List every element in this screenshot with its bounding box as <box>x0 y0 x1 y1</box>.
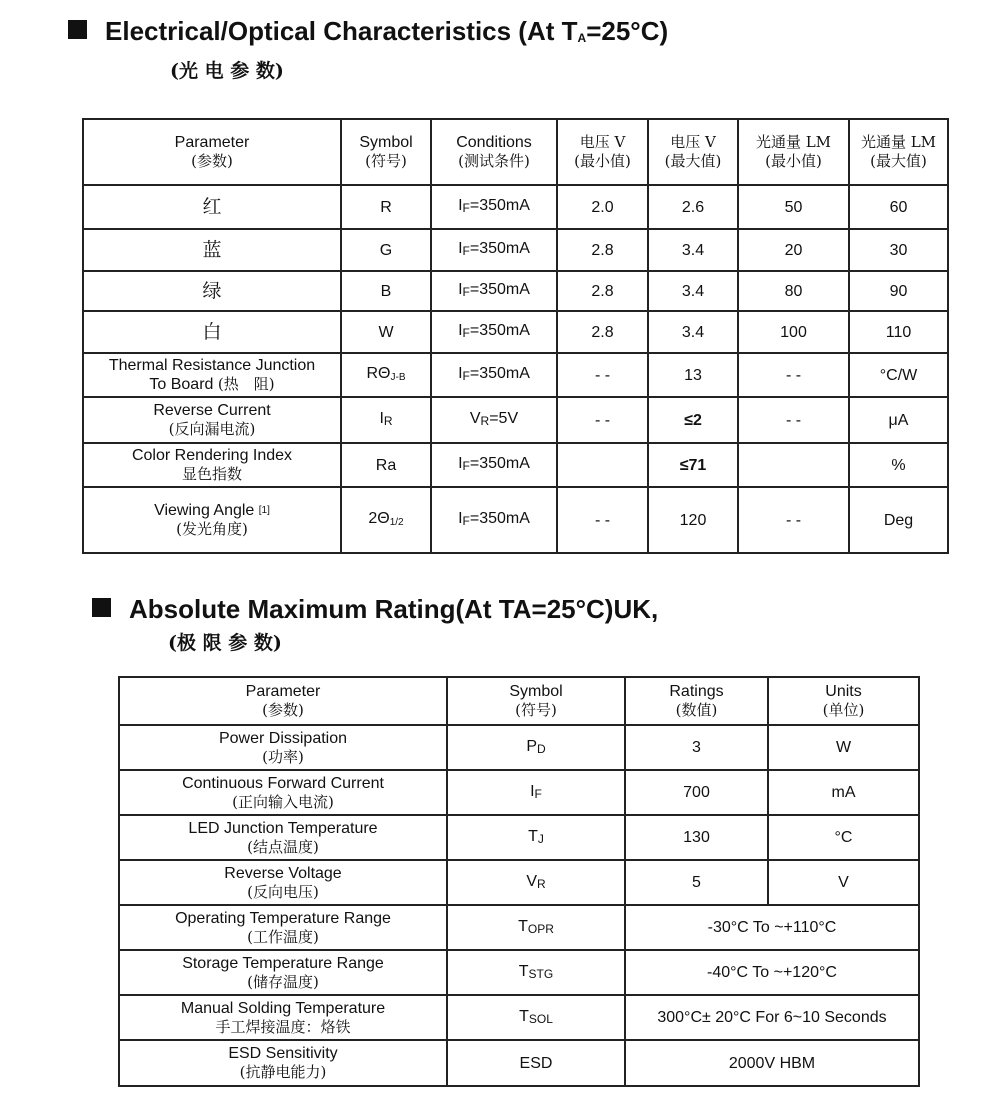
param-cell: Power Dissipation (功率) <box>119 725 447 770</box>
lmax-cell: 60 <box>849 185 948 229</box>
symbol-cell: TSTG <box>447 950 625 995</box>
section2-title: Absolute Maximum Rating(At TA=25°C)UK, <box>92 594 658 625</box>
vmax-cell: ≤2 <box>648 397 738 443</box>
square-bullet-icon <box>68 20 87 39</box>
param-cell: Reverse Current (反向漏电流) <box>83 397 341 443</box>
lmax-cell: Deg <box>849 487 948 553</box>
electrical-optical-table <box>82 118 949 554</box>
condition-cell: IF=350mA <box>431 271 557 311</box>
table-row <box>119 950 919 995</box>
table-row <box>119 815 919 860</box>
symbol-cell: TOPR <box>447 905 625 950</box>
lmax-cell: % <box>849 443 948 487</box>
condition-cell: IF=350mA <box>431 487 557 553</box>
symbol-cell: $R\Theta_{J-B}$ <box>341 353 431 397</box>
param-cell: Operating Temperature Range (工作温度) <box>119 905 447 950</box>
table-row <box>83 487 948 553</box>
condition-cell: IF=350mA <box>431 353 557 397</box>
range-cell: 2000V HBM <box>625 1040 919 1086</box>
lmin-cell: 80 <box>738 271 849 311</box>
lmin-cell: 100 <box>738 311 849 353</box>
param-cell: Storage Temperature Range (储存温度) <box>119 950 447 995</box>
vmin-cell: - - <box>557 487 648 553</box>
param-cell: LED Junction Temperature (结点温度) <box>119 815 447 860</box>
vmin-cell: 2.8 <box>557 271 648 311</box>
param-cell: Thermal Resistance Junction To Board (热 阻) <box>83 353 341 397</box>
symbol-cell: TJ <box>447 815 625 860</box>
vmin-cell: 2.0 <box>557 185 648 229</box>
symbol-cell: Ra <box>341 443 431 487</box>
table-row <box>83 443 948 487</box>
lmax-cell: 90 <box>849 271 948 311</box>
vmax-cell: 3.4 <box>648 229 738 271</box>
header-cell: Symbol (符号) <box>447 677 625 725</box>
vmax-cell: 13 <box>648 353 738 397</box>
table-row <box>119 770 919 815</box>
param-cell: Reverse Voltage (反向电压) <box>119 860 447 905</box>
table-row <box>83 229 948 271</box>
section1-subtitle: (光 电 参 数) <box>170 60 284 82</box>
symbol-cell: G <box>341 229 431 271</box>
vmax-cell: ≤71 <box>648 443 738 487</box>
condition-cell: IF=350mA <box>431 229 557 271</box>
condition-cell: VR=5V <box>431 397 557 443</box>
vmin-cell: 2.8 <box>557 229 648 271</box>
section1-title: Electrical/Optical Characteristics (At TA=25°C) <box>68 16 668 47</box>
lmin-cell: 50 <box>738 185 849 229</box>
param-cell: ESD Sensitivity (抗静电能力) <box>119 1040 447 1086</box>
vmin-cell <box>557 443 648 487</box>
symbol-cell: IR <box>341 397 431 443</box>
unit-cell: V <box>768 860 919 905</box>
header-cell: Symbol (符号) <box>341 119 431 185</box>
square-bullet-icon <box>92 598 111 617</box>
condition-cell: IF=350mA <box>431 311 557 353</box>
header-cell: Parameter (参数) <box>83 119 341 185</box>
symbol-cell: B <box>341 271 431 311</box>
header-cell: 电压 V (最小值) <box>557 119 648 185</box>
rating-cell: 130 <box>625 815 768 860</box>
table-row <box>83 311 948 353</box>
header-cell: 电压 V (最大值) <box>648 119 738 185</box>
table-header-row <box>119 677 919 725</box>
rating-cell: 5 <box>625 860 768 905</box>
symbol-cell: ESD <box>447 1040 625 1086</box>
header-cell: Units (单位) <box>768 677 919 725</box>
condition-cell: IF=350mA <box>431 185 557 229</box>
header-cell: Parameter (参数) <box>119 677 447 725</box>
vmax-cell: 2.6 <box>648 185 738 229</box>
header-cell: 光通量 LM (最大值) <box>849 119 948 185</box>
symbol-cell: VR <box>447 860 625 905</box>
param-cell: 蓝 <box>83 229 341 271</box>
param-cell: Manual Solding Temperature 手工焊接温度：烙铁 <box>119 995 447 1040</box>
section2-subtitle: (极 限 参 数) <box>168 632 282 654</box>
symbol-cell: TSOL <box>447 995 625 1040</box>
rating-cell: 3 <box>625 725 768 770</box>
range-cell: -40°C To ~+120°C <box>625 950 919 995</box>
vmin-cell: - - <box>557 353 648 397</box>
param-cell: Viewing Angle [1] (发光角度) <box>83 487 341 553</box>
symbol-cell: W <box>341 311 431 353</box>
rating-cell: 700 <box>625 770 768 815</box>
range-cell: -30°C To ~+110°C <box>625 905 919 950</box>
table-row <box>119 860 919 905</box>
absolute-max-rating-table <box>118 676 920 1087</box>
table-row <box>83 271 948 311</box>
lmin-cell: 20 <box>738 229 849 271</box>
condition-cell: IF=350mA <box>431 443 557 487</box>
range-cell: 300°C± 20°C For 6~10 Seconds <box>625 995 919 1040</box>
lmin-cell <box>738 443 849 487</box>
table-row <box>119 995 919 1040</box>
header-cell: Conditions (测试条件) <box>431 119 557 185</box>
lmin-cell: - - <box>738 353 849 397</box>
symbol-cell: $2\Theta_{1/2}$ <box>341 487 431 553</box>
vmax-cell: 120 <box>648 487 738 553</box>
table-row <box>119 905 919 950</box>
symbol-cell: IF <box>447 770 625 815</box>
lmax-cell: 110 <box>849 311 948 353</box>
param-cell: 白 <box>83 311 341 353</box>
lmax-cell: μA <box>849 397 948 443</box>
param-cell: Color Rendering Index 显色指数 <box>83 443 341 487</box>
table-row <box>119 725 919 770</box>
vmin-cell: - - <box>557 397 648 443</box>
lmax-cell: °C/W <box>849 353 948 397</box>
vmin-cell: 2.8 <box>557 311 648 353</box>
table-row <box>83 185 948 229</box>
unit-cell: °C <box>768 815 919 860</box>
vmax-cell: 3.4 <box>648 271 738 311</box>
symbol-cell: PD <box>447 725 625 770</box>
unit-cell: W <box>768 725 919 770</box>
symbol-cell: R <box>341 185 431 229</box>
param-cell: 红 <box>83 185 341 229</box>
lmin-cell: - - <box>738 397 849 443</box>
table-row <box>83 353 948 397</box>
table-row <box>119 1040 919 1086</box>
vmax-cell: 3.4 <box>648 311 738 353</box>
header-cell: Ratings (数值) <box>625 677 768 725</box>
unit-cell: mA <box>768 770 919 815</box>
lmax-cell: 30 <box>849 229 948 271</box>
param-cell: Continuous Forward Current (正向输入电流) <box>119 770 447 815</box>
param-cell: 绿 <box>83 271 341 311</box>
header-cell: 光通量 LM (最小值) <box>738 119 849 185</box>
table-header-row <box>83 119 948 185</box>
lmin-cell: - - <box>738 487 849 553</box>
table-row <box>83 397 948 443</box>
